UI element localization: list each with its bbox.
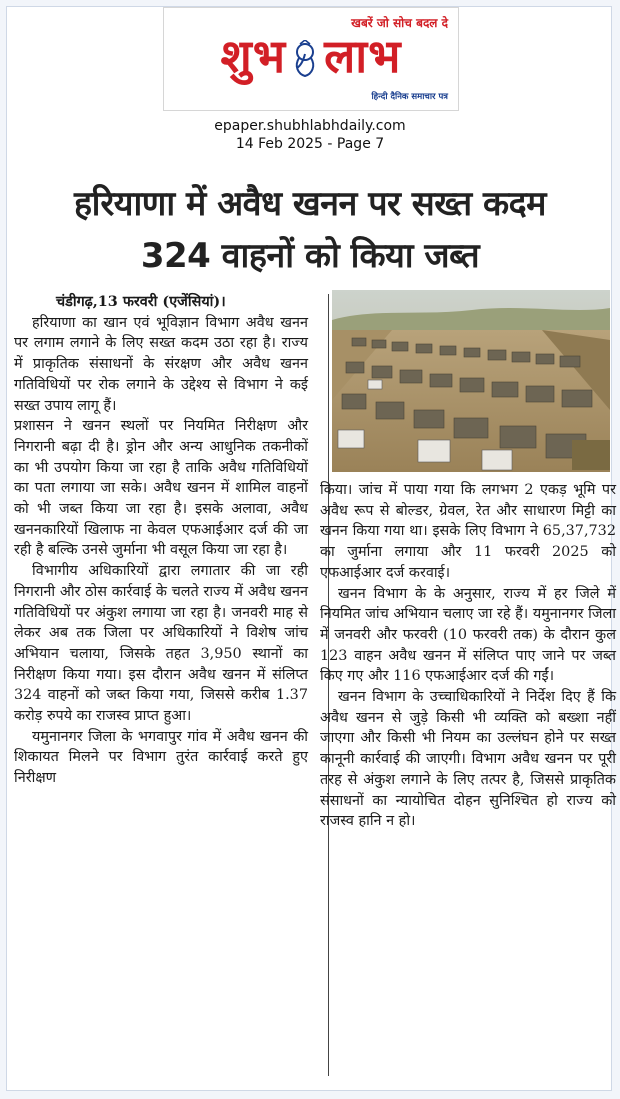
paragraph: यमुनानगर जिला के भगवापुर गांव में अवैध खनन की शिकायत मिलने पर विभाग तुरंत कार्रवाई करते हुए निरीक्षण: [14, 728, 308, 787]
headline-line-1: हरियाणा में अवैध खनन पर सख्त कदम: [74, 184, 546, 224]
masthead-logo: [163, 7, 459, 111]
ganesh-emblem-icon: [288, 40, 322, 80]
paragraph: विभागीय अधिकारियों द्वारा लगातार की जा रही निगरानी और ठोस कार्रवाई के चलते राज्य में अवैध खनन गतिविधियों पर अंकुश लगाया जा रहा है। जनवरी माह से लेकर अब तक जिला पर अधिकारियों ने विशेष जांच अभियान चलाया, जिसके तहत 3,950 स्थानों का निरीक्षण किया गया। इस दौरान अवैध खनन में संलिप्त 324 वाहनों को जब्त किया गया, जिससे करीब 1.37 करोड़ रुपये का राजस्व प्राप्त हुआ।: [14, 563, 308, 725]
paragraph: खनन विभाग के के अनुसार, राज्य में हर जिले में नियमित जांच अभियान चलाए जा रहे हैं। यमुनानगर जिला में जनवरी और फरवरी (10 फरवरी तक) के दौरान कुल 123 वाहन अवैध खनन में संलिप्त पाए जाने पर जब्त किए गए और 116 एफआईआर दर्ज की गईं।: [320, 585, 616, 685]
edition-meta: [0, 117, 620, 153]
paragraph: खनन विभाग के उच्चाधिकारियों ने निर्देश दिए हैं कि अवैध खनन से जुड़े किसी भी व्यक्ति को बख्शा नहीं जाएगा और किसी भी नियम का उल्लंघन होने पर सख्त कानूनी कार्रवाई की जाएगी। विभाग अवैध खनन पर पूरी तरह से अंकुश लगाने के लिए तत्पर है, जिससे प्राकृतिक संसाधनों का न्यायोचित दोहन सुनिश्चित हो राज्य को राजस्व हानि न हो।: [320, 689, 616, 830]
article-column-1: [14, 292, 308, 789]
brand-word-left: शुभ: [220, 29, 287, 83]
article-column-2: [320, 480, 616, 832]
edition-date-page: 14 Feb 2025 - Page 7: [235, 136, 385, 152]
article-headline: [20, 178, 600, 282]
masthead-tagline: खबरें जो सोच बदल दे: [351, 16, 448, 30]
masthead-brand: [164, 28, 458, 84]
paragraph: प्रशासन ने खनन स्थलों पर नियमित निरीक्षण और निगरानी बढ़ा दी है। ड्रोन और अन्य आधुनिक तकनीकों का भी उपयोग किया जा रहा है ताकि अवैध गतिविधियों का पता लगाया जा सके। अवैध खनन में शामिल वाहनों को भी जब्त किया जा रहा है। इसके अलावा, अवैध खननकारियों खिलाफ ना केवल एफआईआर दर्ज की जा रही है बल्कि उनसे जुर्माना भी वसूल किया जा रहा है।: [14, 418, 308, 559]
brand-word-right: लाभ: [324, 29, 402, 83]
seized-trucks-photo: [332, 290, 610, 472]
site-url[interactable]: epaper.shubhlabhdaily.com: [214, 118, 406, 134]
article-body: [14, 288, 616, 1083]
masthead-subtag: हिन्दी दैनिक समाचार पत्र: [371, 92, 448, 102]
paragraph: हरियाणा का खान एवं भूविज्ञान विभाग अवैध खनन पर लगाम लगाने के लिए सख्त कदम उठा रहा है। राज्य में प्राकृतिक संसाधनों के संरक्षण और अवैध खनन गतिविधियों पर रोक लगाने के उद्देश्य से विभाग ने कई सख्त उपाय लागू हैं।: [14, 314, 308, 414]
paragraph: किया। जांच में पाया गया कि लगभग 2 एकड़ भूमि पर अवैध रूप से बोल्डर, ग्रेवल, रेत और साधारण मिट्टी का खनन किया गया था। इसके लिए विभाग ने 65,37,732 का जुर्माना लगाया और 11 फरवरी 2025 को एफआईआर दर्ज करवाई।: [320, 482, 616, 581]
headline-line-2: 324 वाहनों को किया जब्त: [140, 236, 480, 276]
article-dateline: चंडीगढ़,13 फरवरी (एजेंसियां)।: [56, 293, 226, 310]
